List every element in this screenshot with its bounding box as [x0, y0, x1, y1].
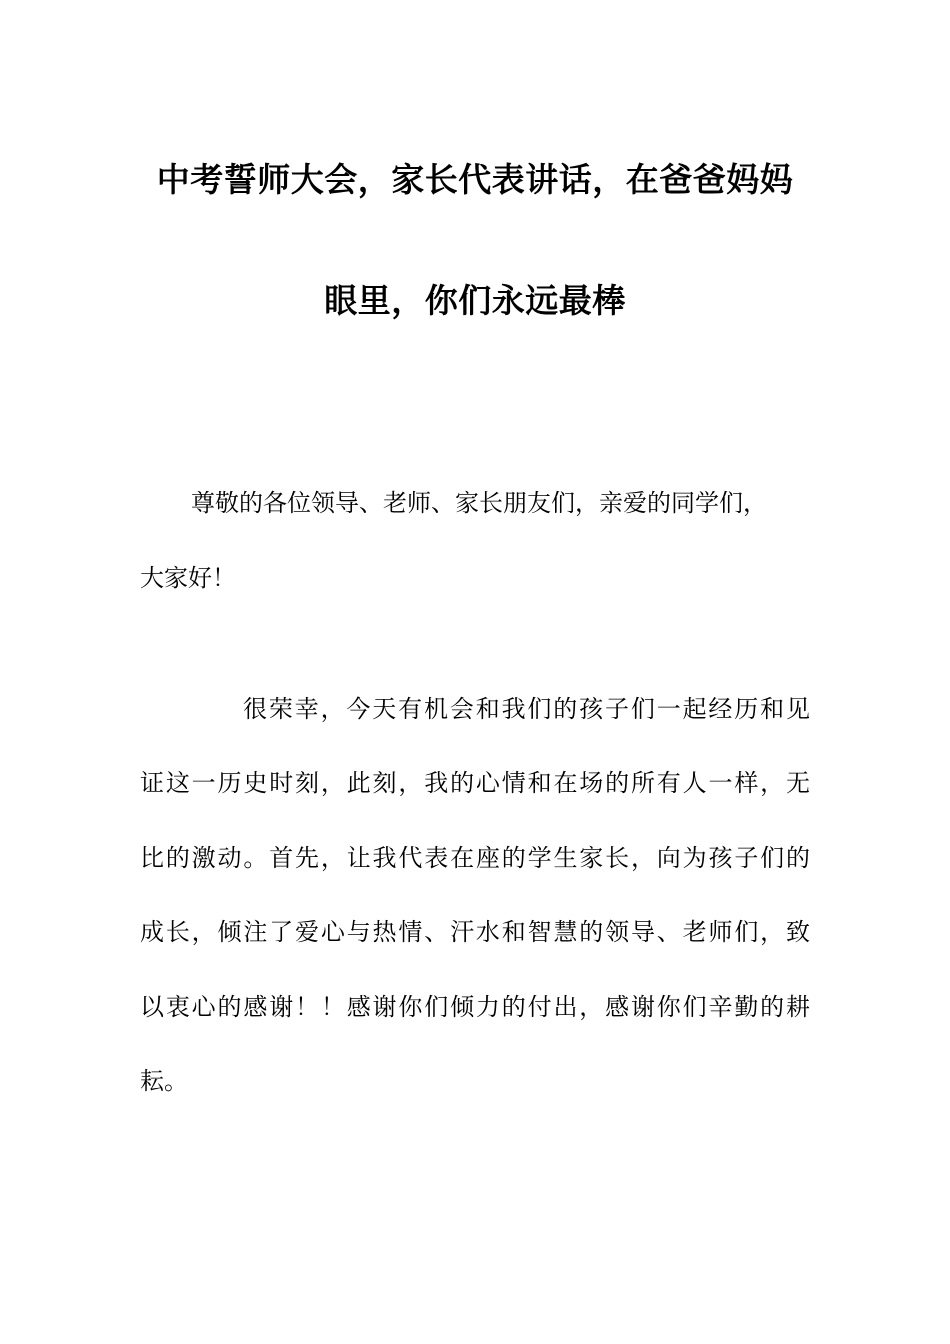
- greeting-line-1: 尊敬的各位领导、老师、家长朋友们，亲爱的同学们，: [191, 489, 767, 517]
- document-title-line-2: 眼里，你们永远最棒: [324, 281, 626, 320]
- document-title-line-1: 中考誓师大会，家长代表讲话，在爸爸妈妈: [156, 160, 794, 199]
- paragraph-line-3: 比的激动。首先，让我代表在座的学生家长，向为孩子们的: [140, 844, 810, 872]
- paragraph-line-2: 证这一历史时刻，此刻，我的心情和在场的所有人一样，无: [140, 769, 810, 797]
- paragraph-line-4: 成长，倾注了爱心与热情、汗水和智慧的领导、老师们，致: [140, 918, 810, 946]
- paragraph-line-6: 耘。: [140, 1067, 188, 1095]
- greeting-line-2: 大家好！: [140, 564, 236, 592]
- paragraph-line-1: 很荣幸，今天有机会和我们的孩子们一起经历和见: [243, 695, 810, 723]
- paragraph-line-5: 以衷心的感谢！！感谢你们倾力的付出，感谢你们辛勤的耕: [140, 993, 810, 1021]
